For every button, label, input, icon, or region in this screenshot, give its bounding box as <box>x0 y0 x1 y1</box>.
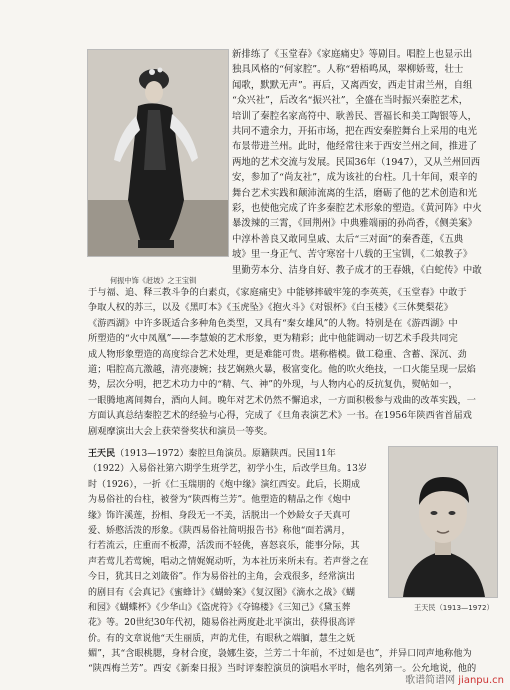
text-line: 行若流云，庄重而不板滞，活泼而不轻佻，喜怒哀乐，能事分际，其 <box>88 541 360 552</box>
text-line: “众兴社”，后改名“振兴社”，全盛在当时振兴秦腔艺术， <box>232 95 469 107</box>
performer-figure-illustration <box>88 50 228 256</box>
text-line: 媚”，其“含眼桃腮，身材合度，袅娜生姿，兰芳二十年前，不过如是也”，并异口同声地称他为 <box>88 648 472 659</box>
text-line: 时（1926），一折《仁玉瑞朋的《炮中缘》演红西安。此后，长期成 <box>88 479 361 490</box>
text-line: 于与福、追、释三教斗争的白素贞，《家庭痛史》中能够摔破牢笼的李英英，《玉堂春》中敢于 <box>88 287 467 298</box>
text-line: 道；唱腔高亢激越，清亮凄婉；技艺娴熟火暴，极富变化。他的吹火绝技，一口火能呈现一层焰 <box>88 364 476 376</box>
performer-photo-wang-baochuan <box>87 49 229 257</box>
text-line: 新排练了《玉堂春》《家庭痛史》等剧目。唱腔上也显示出 <box>232 49 473 60</box>
watermark-site-name: 歌谱简谱网 <box>405 675 456 686</box>
biography-column <box>88 447 376 647</box>
text-line: 培训了秦腔名家高符中、耿善民、晋福长和美工陶银等人， <box>232 110 478 122</box>
watermark-site-url: jianpu.cn <box>458 675 504 686</box>
text-line: 舞台艺术实践和颠沛流离的生活，磨砺了他的艺术创造和光 <box>232 187 478 199</box>
text-line: 两地的艺术交流与发展。民国36年（1947），又从兰州回西 <box>232 156 481 168</box>
text-line: 共同不遗余力，开拓市场，把在西安秦腔舞台上采用的电光 <box>232 126 478 138</box>
text-line: 花》等。20世纪30年代初，随易俗社两度赴北平演出，获得很高评 <box>88 618 356 629</box>
text-line: 暴泼辣的三霄，《回荆州》中典雅端丽的孙尚香，《侧美案》 <box>232 218 478 230</box>
text-line: 布景带进兰州。此时，他经常往来于西安兰州之间，推进了 <box>232 141 478 153</box>
text-line: 成人物形象塑造的高度综合艺术处理，更是难能可贵。堪称楷模。做工稳重、含蓄、深沉、劲 <box>88 348 467 360</box>
text-line: 一眼腾地离间舞台，酒向人间。晚年对艺术仍然不懈追求，一方面积极参与戏曲的改革实践，一 <box>88 394 476 406</box>
text-line: 独具风格的“何家腔”。人称“碧梧鸣凤，翠柳娇莺，壮士 <box>232 64 464 76</box>
text-line: （1922）入易俗社第六期学生班学艺，初学小生，后改学旦角。13岁 <box>88 464 368 475</box>
text-line: 声若莺儿若莺婉，唱动之情娓娓动听，为本社历来所未有。若声誉之在 <box>88 556 369 567</box>
top-paragraph-column <box>232 47 496 278</box>
biography-dates: （1913—1972）秦腔旦角演员。原籍陕西。民国11年 <box>115 449 336 459</box>
biography-name: 王天民 <box>88 449 116 459</box>
text-line: 势，层次分明，把艺术功力中的“精、气、神”的外现，与人物内心的反抗复仇，熨帖如一， <box>88 379 458 391</box>
text-line: 的剧目有《会真记》《蜜蜂计》《蝴蛉案》《复汉图》《滴水之战》《蝴 <box>88 587 356 598</box>
text-line: 彩，也使他完成了许多秦腔艺术形象的塑造。《黄河阵》中火 <box>232 203 482 215</box>
text-line: 价。有的文章说他“天生丽质，声韵尤佳，有眼秋之端腼，慧生之妩 <box>88 633 356 644</box>
text-line: 和园》《蝴蝶杯》《少华山》《盗虎符》《夺锦楼》《三知己》《黛玉葬 <box>88 603 351 614</box>
middle-paragraph <box>88 285 496 439</box>
text-line: 缘》饰许溪莲，扮相、身段无一不美，活脱出一个妙龄女子天真可 <box>88 510 351 521</box>
portrait-illustration <box>389 447 497 597</box>
text-line: 剧观摩演出大会上获荣誉奖状和演员一等奖。 <box>88 425 273 437</box>
text-line: 安，参加了“尚友社”，成为该社的台柱。几十年间，艰辛的 <box>232 172 478 184</box>
text-line: 方面认真总结秦腔艺术的经验与心得，完成了《旦角表演艺术》一书。在1956年陕西省首届戏 <box>88 410 472 422</box>
text-line: 里勤劳本分、洁身自好、教子成才的王春娥，《白蛇传》中敢 <box>232 264 482 276</box>
text-line <box>88 447 376 462</box>
photo-caption: 何振中饰《赶坡》之王宝钏 <box>110 276 197 285</box>
text-line: “陕西梅兰芳”。西安《新秦日报》当时评秦腔演员的演唱水平时，他名列第一。公允地说，他的 <box>88 663 477 675</box>
portrait-photo-wang-tianmin <box>388 446 498 598</box>
site-watermark <box>405 671 504 686</box>
portrait-caption: 王天民（1913—1972） <box>414 603 494 612</box>
text-line: 《游西湖》中许多既适合多种角色类型，又具有“秦女雄风”的人物。特别是在《游西湖》中 <box>88 317 458 329</box>
text-line: 为易俗社的台柱，被誉为“陕西梅兰芳”。他塑造的精品之作《炮中 <box>88 495 351 506</box>
text-line: 所塑造的“火中凤凰”——李慧娘的艺术形象，更为精彩；此中他能调动一切艺术手段共同完 <box>88 333 458 345</box>
text-line: 爱、娇憨活泼的形象。《陕西易俗社简明报告书》称他“面若满月， <box>88 526 351 537</box>
text-line: 中淳朴善良又敢同皇戚、太后“三对面”的秦香莲，《五典 <box>232 233 464 245</box>
text-line: 争取人权的苏三，以及《黑叮本》《玉虎坠》《抱火斗》《对银杯》《白玉楼》《三休樊梨花》 <box>88 302 453 314</box>
text-line: 闻歌，默默无声”。再后，又离西安，西走甘肃兰州，自组 <box>232 79 473 91</box>
text-line: 坡》里一身正气、苦守寒窑十八载的王宝钏，《二娘教子》 <box>232 249 473 261</box>
text-line: 今日，犹其日之刘箴俗”。作为易俗社的主角，会戏很多，经常演出 <box>88 572 356 583</box>
